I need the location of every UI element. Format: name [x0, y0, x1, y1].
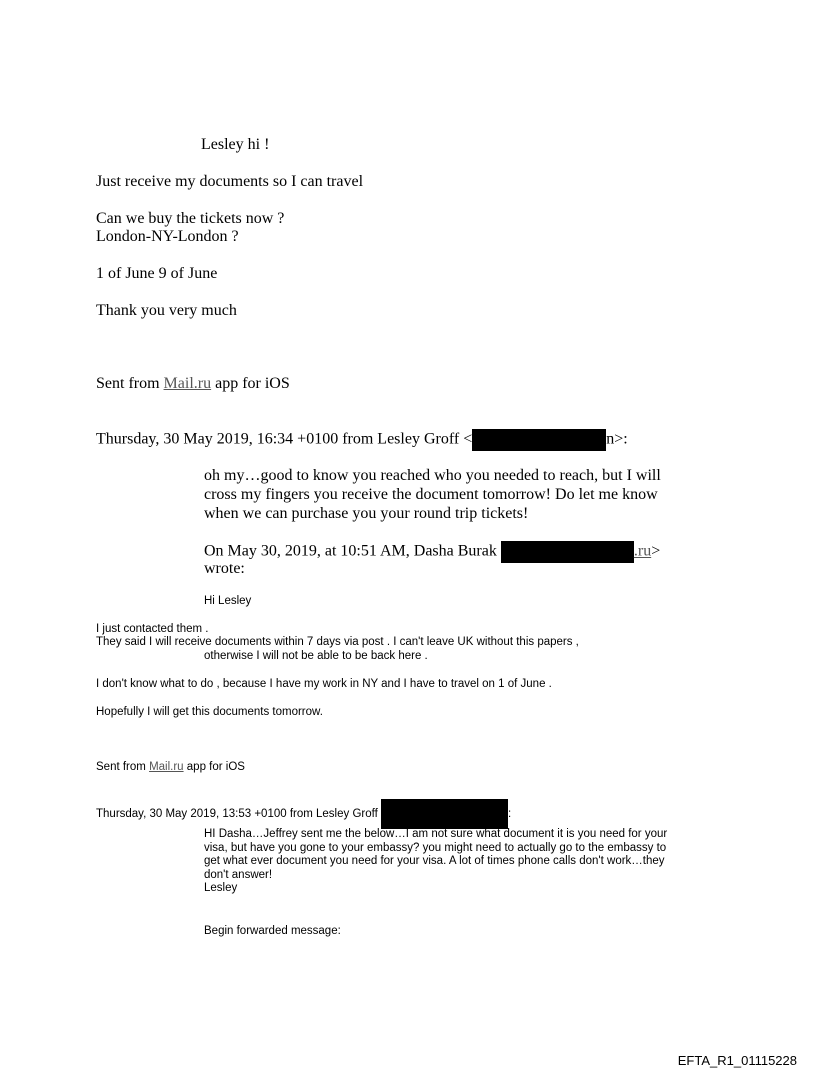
- quote-header-suffix: >: [651, 542, 661, 560]
- sent-from-signature: [96, 761, 245, 775]
- reply-header-suffix: >:: [614, 430, 628, 448]
- quoted-line: otherwise I will not be able to be back here .: [204, 650, 428, 662]
- message-line: London-NY-London ?: [96, 228, 239, 245]
- reply-header-text: Thursday, 30 May 2019, 16:34 +0100 from Lesley Groff <: [96, 430, 473, 448]
- quoted-line: I don't know what to do , because I have my work in NY and I have to travel on 1 of June .: [96, 678, 552, 690]
- reply-header: [96, 799, 511, 829]
- mailru-link[interactable]: Mail.ru: [163, 375, 212, 392]
- message-line: Can we buy the tickets now ?: [96, 210, 285, 227]
- quoted-line: They said I will receive documents within 7 days via post . I can't leave UK without this papers ,: [96, 636, 579, 648]
- signature: Lesley: [204, 882, 238, 894]
- redaction-block: [381, 799, 508, 829]
- forwarded-label: Begin forwarded message:: [204, 925, 341, 937]
- quoted-line: Hopefully I will get this documents tomorrow.: [96, 706, 323, 718]
- sent-from-prefix: Sent from: [96, 761, 150, 773]
- reply-body: HI Dasha…Jeffrey sent me the below…I am not sure what document it is you need for your visa, but have you gone to your embassy? you might need to actually go to the embassy to get what ever document you need for your visa. A lot of times phone calls don't work…they don't answer!: [204, 828, 668, 881]
- redaction-block: [472, 429, 606, 451]
- reply-header-suffix: :: [508, 808, 512, 821]
- greeting: Lesley hi !: [201, 136, 270, 153]
- message-line: Just receive my documents so I can travel: [96, 173, 364, 190]
- sent-from-suffix: app for iOS: [183, 761, 245, 773]
- sent-from-prefix: Sent from: [96, 375, 164, 392]
- sent-from-suffix: app for iOS: [211, 375, 290, 392]
- document-id: EFTA_R1_01115228: [677, 1053, 797, 1068]
- reply-header-redact-tail: n: [606, 430, 615, 448]
- quote-wrote: wrote:: [204, 560, 245, 577]
- email-link[interactable]: .ru: [633, 542, 652, 560]
- redaction-block: [501, 541, 634, 563]
- mailru-link[interactable]: Mail.ru: [149, 761, 184, 773]
- reply-header-text: Thursday, 30 May 2019, 13:53 +0100 from Lesley Groff: [96, 808, 382, 821]
- quoted-line: I just contacted them .: [96, 623, 209, 635]
- quote-header-text: On May 30, 2019, at 10:51 AM, Dasha Burak: [204, 542, 501, 560]
- message-line: 1 of June 9 of June: [96, 265, 218, 282]
- quoted-line: Hi Lesley: [204, 595, 252, 607]
- reply-body: oh my…good to know you reached who you needed to reach, but I will cross my fingers you receive the document tomorrow! Do let me know when we can purchase you your round trip tickets!: [204, 467, 661, 522]
- message-line: Thank you very much: [96, 302, 237, 319]
- sent-from-signature: [96, 374, 290, 393]
- reply-header: [96, 429, 628, 451]
- quote-header: [204, 541, 660, 563]
